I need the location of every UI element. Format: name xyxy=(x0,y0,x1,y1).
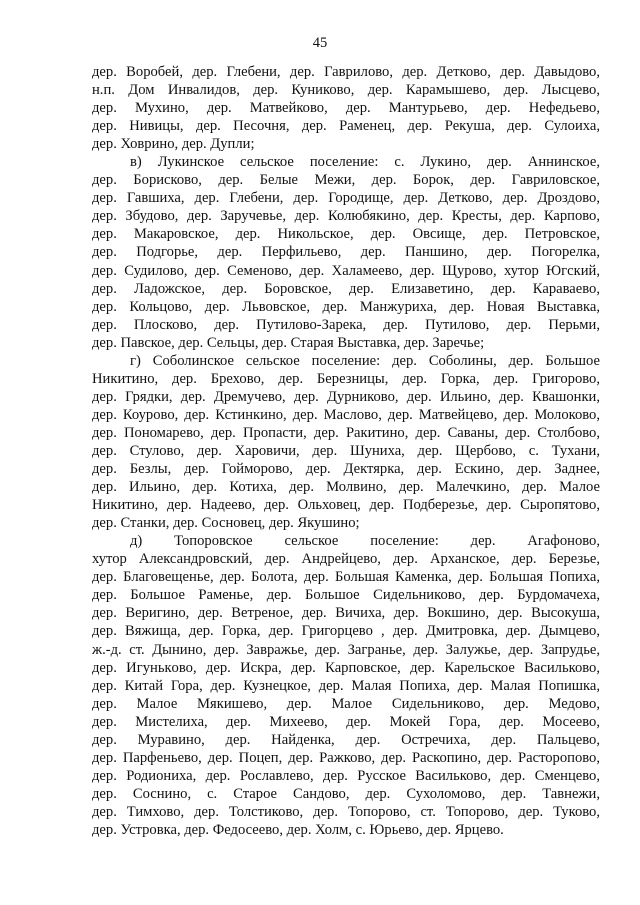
text-line: дер. Ладожское, дер. Боровское, дер. Елизаветино, дер. Караваево, xyxy=(92,280,600,297)
text-line: в) Лукинское сельское поселение: с. Лукино, дер. Аннинское, xyxy=(130,154,600,171)
text-line: дер. Мухино, дер. Матвейково, дер. Мантурьево, дер. Нефедьево, xyxy=(92,100,600,117)
text-line: д) Топоровское сельское поселение: дер. Агафоново, xyxy=(130,533,600,550)
text-line: дер. Станки, дер. Сосновец, дер. Якушино; xyxy=(92,515,360,532)
paragraph-sobolinskoe xyxy=(92,352,600,532)
text-line: дер. Нивицы, дер. Песочня, дер. Раменец, дер. Рекуша, дер. Сулоиха, xyxy=(92,118,600,135)
text-line: дер. Игунькoво, дер. Искра, дер. Карповское, дер. Карельское Васильково, xyxy=(92,659,600,676)
text-line: дер. Грядки, дер. Дремучево, дер. Дурниково, дер. Ильино, дер. Квашонки, xyxy=(92,388,600,405)
text-line: дер. Подгорье, дер. Перфильево, дер. Паншино, дер. Погорелка, xyxy=(92,244,600,261)
text-line: дер. Безлы, дер. Гойморово, дер. Дектярка, дер. Ескино, дер. Заднее, xyxy=(92,461,600,478)
text-line: дер. Вяжища, дер. Горка, дер. Григорцево , дер. Дмитровка, дер. Дымцево, xyxy=(92,623,600,640)
text-line: дер. Кольцово, дер. Львовское, дер. Манжуриха, дер. Новая Выставка, xyxy=(92,298,600,315)
text-line: дер. Малое Мякишево, дер. Малое Сидельниково, дер. Медово, xyxy=(92,695,600,712)
text-line: дер. Веригино, дер. Ветреное, дер. Вичиха, дер. Вокшино, дер. Высокуша, xyxy=(92,605,600,622)
text-line: дер. Воробей, дер. Глебени, дер. Гаврилово, дер. Детково, дер. Давыдово, xyxy=(92,64,600,80)
document-body xyxy=(92,63,600,839)
paragraph-continuation xyxy=(92,63,600,153)
text-line: дер. Парфеньево, дер. Поцеп, дер. Ражково, дер. Раскопино, дер. Расторопово, xyxy=(92,749,600,766)
text-line: дер. Плосково, дер. Путилово-Зарека, дер. Путилово, дер. Перьми, xyxy=(92,316,600,333)
text-line: дер. Устровка, дер. Федосеево, дер. Холм, с. Юрьево, дер. Ярцево. xyxy=(92,821,504,838)
text-line: дер. Пономарево, дер. Пропасти, дер. Ракитино, дер. Саваны, дер. Столбово, xyxy=(92,424,600,441)
paragraph-toporovskoe xyxy=(92,532,600,839)
text-line: дер. Благовещенье, дер. Болота, дер. Большая Каменка, дер. Большая Попиха, xyxy=(92,569,600,586)
text-line: дер. Мистелиха, дер. Михеево, дер. Мокей Гора, дер. Мосеево, xyxy=(92,713,600,730)
text-line: дер. Борисково, дер. Белые Межи, дер. Борок, дер. Гавриловское, xyxy=(92,172,600,189)
text-line: Никитино, дер. Надеево, дер. Ольховец, дер. Подберезье, дер. Сыропятово, xyxy=(92,497,600,514)
text-line: г) Соболинское сельское поселение: дер. Соболины, дер. Большое xyxy=(130,352,600,369)
text-line: хутор Александровский, дер. Андрейцево, дер. Арханское, дер. Березье, xyxy=(92,551,600,568)
text-line: Никитино, дер. Брехово, дер. Березницы, дер. Горка, дер. Григорово, xyxy=(92,370,600,387)
text-line: дер. Родиониха, дер. Рославлево, дер. Русское Васильково, дер. Сменцево, xyxy=(92,767,600,784)
text-line: дер. Судилово, дер. Семеново, дер. Халамеево, дер. Щурово, хутор Югский, xyxy=(92,262,600,279)
text-line: ж.-д. ст. Дынино, дер. Завражье, дер. Загранье, дер. Залужье, дер. Запрудье, xyxy=(92,641,600,658)
text-line: дер. Большое Раменье, дер. Большое Сидельниково, дер. Бурдомачеха, xyxy=(92,587,600,604)
page-number: 45 xyxy=(312,35,328,51)
text-line: дер. Китай Гора, дер. Кузнецкое, дер. Малая Попиха, дер. Малая Попишка, xyxy=(92,677,600,694)
text-line: дер. Тимхово, дер. Толстиково, дер. Топорово, ст. Топорово, дер. Туково, xyxy=(92,803,600,820)
text-line: дер. Ховрино, дер. Дупли; xyxy=(92,136,255,153)
paragraph-lukinskoe xyxy=(92,153,600,352)
text-line: дер. Стулово, дер. Харовичи, дер. Шуниха, дер. Щербово, с. Тухани, xyxy=(92,442,600,459)
text-line: дер. Макаровское, дер. Никольское, дер. Овсище, дер. Петровское, xyxy=(92,226,600,243)
text-line: дер. Коурово, дер. Кстинкино, дер. Маслово, дер. Матвейцево, дер. Молоково, xyxy=(92,406,600,423)
text-line: н.п. Дом Инвалидов, дер. Куниково, дер. Карамышево, дер. Лысцево, xyxy=(92,82,600,99)
text-line: дер. Соснино, с. Старое Сандово, дер. Сухоломово, дер. Тавнежи, xyxy=(92,785,600,802)
text-line: дер. Збудово, дер. Заручевье, дер. Колюбякино, дер. Кресты, дер. Карпово, xyxy=(92,208,600,225)
text-line: дер. Муравино, дер. Найденка, дер. Остречиха, дер. Пальцево, xyxy=(92,731,600,748)
text-line: дер. Гавшиха, дер. Глебени, дер. Городище, дер. Детково, дер. Дроздово, xyxy=(92,190,600,207)
text-line: дер. Ильино, дер. Котиха, дер. Молвино, дер. Малечкино, дер. Малое xyxy=(92,479,600,496)
text-line: дер. Павское, дер. Сельцы, дер. Старая Выставка, дер. Заречье; xyxy=(92,334,485,351)
